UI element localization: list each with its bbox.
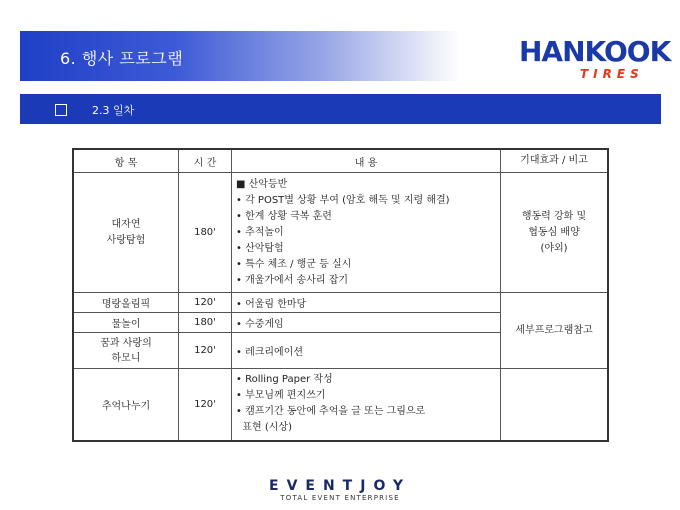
row-note: 세부프로그램참고: [501, 293, 609, 369]
program-table: [72, 148, 609, 442]
table-row: [73, 369, 608, 441]
row-item-text: 꿈과 사랑의 하모니: [100, 337, 152, 364]
row-content: • 레크리에이션: [232, 333, 501, 369]
table-row: [73, 293, 608, 313]
content-line: • 캠프기간 동안에 추억을 글 또는 그림으로: [236, 406, 426, 418]
row-item: 물놀이: [73, 313, 179, 333]
content-line: • Rolling Paper 작성: [236, 374, 333, 386]
content-line: • 각 POST별 상황 부여 (암호 해독 및 지령 해결): [236, 194, 450, 206]
row-time: 180': [179, 313, 232, 333]
content-line: • 부모님께 편지쓰기: [236, 390, 326, 402]
hankook-logo: [519, 35, 671, 84]
row-time: 120': [179, 369, 232, 441]
page-title: 6. 행사 프로그램: [60, 49, 184, 68]
logo-sub-text: TIRES: [580, 67, 644, 81]
header-note: 기대효과 / 비고: [501, 149, 609, 173]
row-time: 120': [179, 333, 232, 369]
row-time: 180': [179, 173, 232, 293]
row-note-text: 행동력 강화 및 협동심 배양 (야외): [521, 210, 587, 254]
content-line: • 산악탐험: [236, 242, 284, 254]
row-item-text: 대자연 사랑탐험: [106, 218, 146, 246]
row-note: [501, 173, 609, 293]
checkbox-square-icon: [55, 104, 67, 116]
content-line: ■ 산악등반: [236, 178, 288, 190]
header-time: 시 간: [179, 149, 232, 173]
table-header-row: [73, 149, 608, 173]
logo-main-text: HANKOOK: [519, 35, 671, 68]
row-time: 120': [179, 293, 232, 313]
row-content: [232, 369, 501, 441]
footer-tagline: TOTAL EVENT ENTERPRISE: [280, 494, 400, 502]
header-item: 항 목: [73, 149, 179, 173]
content-line: 표현 (시상): [236, 422, 292, 434]
row-item: 추억나누기: [73, 369, 179, 441]
row-item: [73, 173, 179, 293]
footer-brand: EVENTJOY: [269, 478, 411, 494]
content-line: • 추적놀이: [236, 226, 284, 238]
section-label: 2.3 일차: [92, 104, 135, 117]
header-content: 내 용: [232, 149, 501, 173]
content-line: • 특수 체조 / 행군 등 실시: [236, 258, 352, 270]
table-row: [73, 173, 608, 293]
content-line: • 개울가에서 송사리 잡기: [236, 274, 349, 286]
row-item: [73, 333, 179, 369]
row-item: 명랑올림픽: [73, 293, 179, 313]
row-note: [501, 369, 609, 441]
content-line: • 한계 상황 극복 훈련: [236, 210, 332, 222]
row-content: • 수중게임: [232, 313, 501, 333]
row-content: • 어울림 한마당: [232, 293, 501, 313]
row-content: [232, 173, 501, 293]
